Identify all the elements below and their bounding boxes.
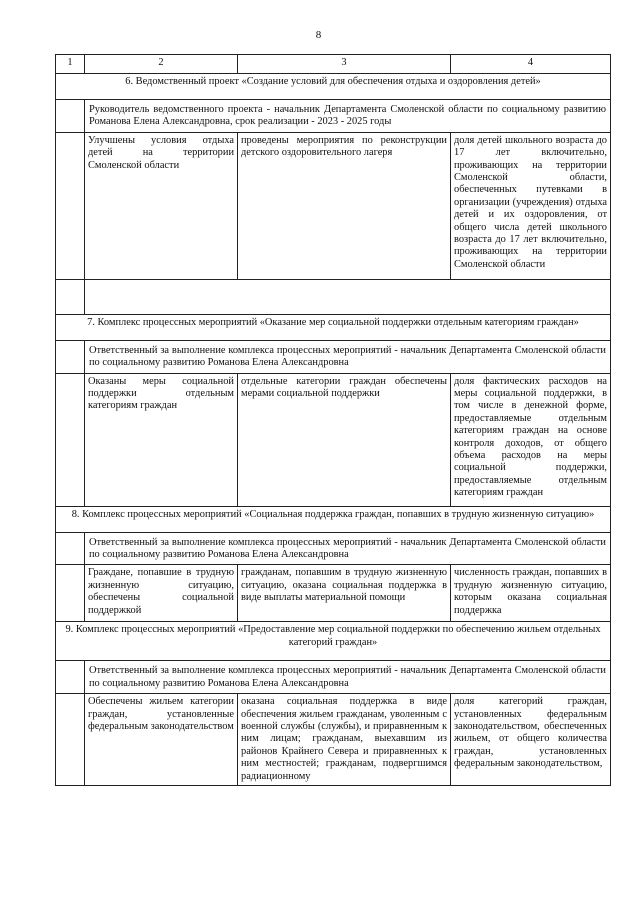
section-6-gap-row bbox=[56, 279, 611, 314]
section-8-title-row bbox=[56, 506, 611, 532]
effect-cell: гражданам, попавшим в трудную жизненную ситуацию, оказана социальная поддержка в виде выплаты материальной помощи bbox=[238, 565, 451, 622]
section-title: 9. Комплекс процессных мероприятий «Предоставление мер социальной поддержки по обеспечению жильем отдельных категорий граждан» bbox=[56, 622, 611, 661]
section-9-responsible-row bbox=[56, 661, 611, 694]
empty-cell bbox=[56, 340, 85, 373]
indicator-cell: доля детей школьного возраста до 17 лет включительно, проживающих на территории Смоленской области, обеспеченных путевками в организации (учреждения) отдыха детей и их оздоровления, от общего числа детей школьного возраста до 17 лет включительно, проживающих на территории Смоленской области bbox=[451, 132, 611, 279]
col-2-header: 2 bbox=[85, 55, 238, 74]
section-7-responsible-row bbox=[56, 340, 611, 373]
col-1-header: 1 bbox=[56, 55, 85, 74]
empty-cell bbox=[85, 279, 611, 314]
section-title: 8. Комплекс процессных мероприятий «Социальная поддержка граждан, попавших в трудную жизненную ситуацию» bbox=[56, 506, 611, 532]
responsible-text: Ответственный за выполнение комплекса процессных мероприятий - начальник Департамента Смоленской области по социальному развитию Романова Елена Александровна bbox=[85, 340, 611, 373]
effect-cell: проведены мероприятия по реконструкции детского оздоровительного лагеря bbox=[238, 132, 451, 279]
empty-cell bbox=[56, 279, 85, 314]
column-number-row bbox=[56, 55, 611, 74]
task-cell: Обеспечены жильем категории граждан, установленные федеральным законодательством bbox=[85, 694, 238, 786]
section-6-title-row bbox=[56, 74, 611, 100]
col-3-header: 3 bbox=[238, 55, 451, 74]
responsible-text: Ответственный за выполнение комплекса процессных мероприятий - начальник Департамента Смоленской области по социальному развитию Романова Елена Александровна bbox=[85, 532, 611, 565]
section-6-responsible-row bbox=[56, 100, 611, 133]
section-7-title-row bbox=[56, 314, 611, 340]
empty-cell bbox=[56, 373, 85, 506]
section-8-data-row bbox=[56, 565, 611, 622]
section-8-responsible-row bbox=[56, 532, 611, 565]
effect-cell: отдельные категории граждан обеспечены мерами социальной поддержки bbox=[238, 373, 451, 506]
task-cell: Граждане, попавшие в трудную жизненную ситуацию, обеспечены социальной поддержкой bbox=[85, 565, 238, 622]
program-table bbox=[55, 54, 611, 786]
section-9-data-row bbox=[56, 694, 611, 786]
empty-cell bbox=[56, 661, 85, 694]
col-4-header: 4 bbox=[451, 55, 611, 74]
empty-cell bbox=[56, 565, 85, 622]
section-title: 7. Комплекс процессных мероприятий «Оказание мер социальной поддержки отдельным категориям граждан» bbox=[56, 314, 611, 340]
effect-cell: оказана социальная поддержка в виде обеспечения жильем гражданам, уволенным с военной службы (службы), и приравненным к ним лицам; гражданам, выехавшим из районов Крайнего Севера и приравненных к ним местностей; гражданам, подвергшимся радиационному bbox=[238, 694, 451, 786]
task-cell: Оказаны меры социальной поддержки отдельным категориям граждан bbox=[85, 373, 238, 506]
indicator-cell: доля фактических расходов на меры социальной поддержки, в том числе в денежной форме, предоставляемые отдельным категориям граждан на основе контроля доходов, от общего объема расходов на меры социальной поддержки, предоставляемые отдельным категориям граждан bbox=[451, 373, 611, 506]
section-7-data-row bbox=[56, 373, 611, 506]
section-title: 6. Ведомственный проект «Создание условий для обеспечения отдыха и оздоровления детей» bbox=[56, 74, 611, 100]
indicator-cell: доля категорий граждан, установленных федеральным законодательством, обеспеченных жильем, от общего количества граждан, установленных федеральным законодательством, bbox=[451, 694, 611, 786]
empty-cell bbox=[56, 694, 85, 786]
responsible-text: Ответственный за выполнение комплекса процессных мероприятий - начальник Департамента Смоленской области по социальному развитию Романова Елена Александровна bbox=[85, 661, 611, 694]
task-cell: Улучшены условия отдыха детей на территории Смоленской области bbox=[85, 132, 238, 279]
empty-cell bbox=[56, 132, 85, 279]
empty-cell bbox=[56, 100, 85, 133]
indicator-cell: численность граждан, попавших в трудную жизненную ситуацию, которым оказана социальная поддержка bbox=[451, 565, 611, 622]
responsible-text: Руководитель ведомственного проекта - начальник Департамента Смоленской области по социальному развитию Романова Елена Александровна, срок реализации - 2023 - 2025 годы bbox=[85, 100, 611, 133]
section-9-title-row bbox=[56, 622, 611, 661]
empty-cell bbox=[56, 532, 85, 565]
page-number: 8 bbox=[315, 29, 322, 41]
section-6-data-row bbox=[56, 132, 611, 279]
